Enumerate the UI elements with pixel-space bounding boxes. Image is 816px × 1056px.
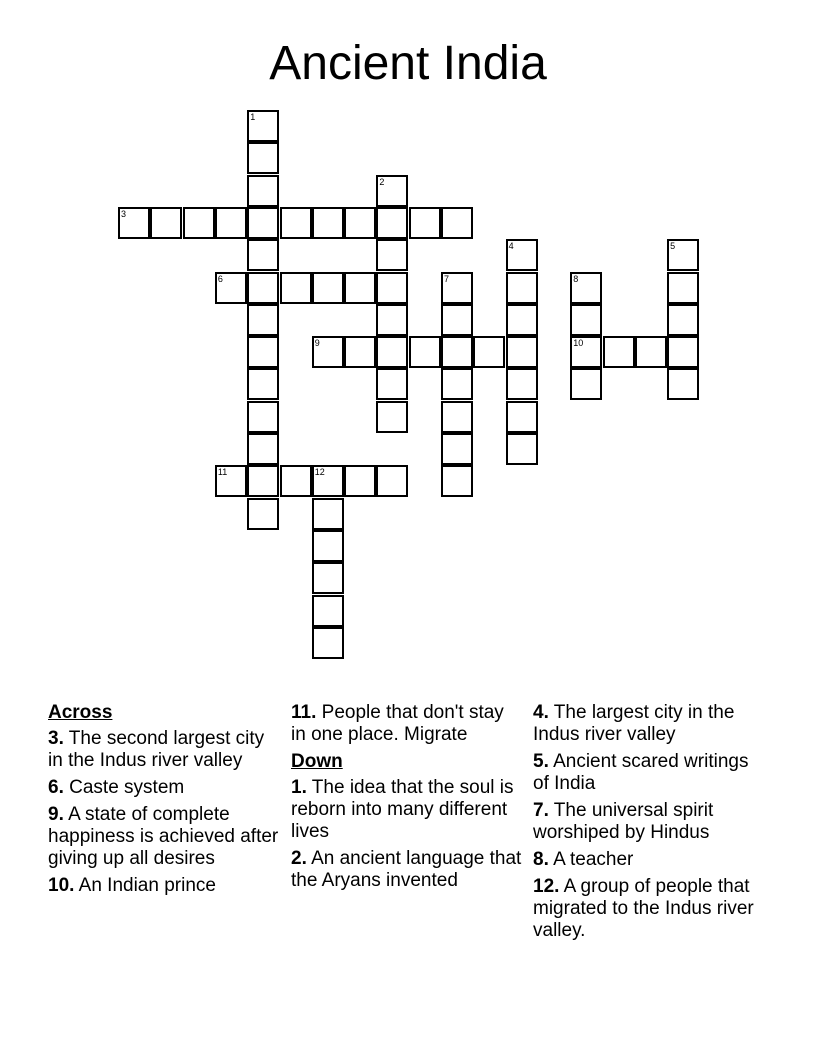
grid-cell[interactable]: [247, 239, 279, 271]
grid-cell[interactable]: [215, 207, 247, 239]
grid-cell[interactable]: [667, 272, 699, 304]
grid-cell[interactable]: [247, 110, 279, 142]
grid-cell[interactable]: [247, 175, 279, 207]
grid-cell[interactable]: [312, 207, 344, 239]
clue-down-12: 12. A group of people that migrated to the Indus river valley.: [533, 876, 754, 941]
grid-cell[interactable]: [280, 465, 312, 497]
grid-cell[interactable]: [441, 207, 473, 239]
grid-cell[interactable]: [344, 336, 376, 368]
grid-cell[interactable]: [635, 336, 667, 368]
cell-number: 9: [314, 338, 320, 349]
grid-cell[interactable]: [344, 465, 376, 497]
grid-cell[interactable]: [441, 336, 473, 368]
cell-number: 10: [573, 338, 584, 349]
down-heading: Down: [291, 751, 343, 772]
grid-cell[interactable]: [667, 239, 699, 271]
cell-number: 5: [670, 241, 676, 252]
grid-cell[interactable]: [247, 207, 279, 239]
grid-cell[interactable]: [376, 239, 408, 271]
grid-cell[interactable]: [409, 207, 441, 239]
grid-cell[interactable]: [570, 368, 602, 400]
grid-cell[interactable]: [215, 465, 247, 497]
grid-cell[interactable]: [215, 272, 247, 304]
grid-cell[interactable]: [312, 627, 344, 659]
clue-down-7: 7. The universal spirit worshiped by Hindus: [533, 800, 714, 843]
grid-cell[interactable]: [280, 272, 312, 304]
grid-cell[interactable]: [506, 336, 538, 368]
puzzle-title: Ancient India: [269, 37, 547, 90]
cell-number: 2: [379, 176, 385, 187]
clues-column-1: [48, 702, 280, 902]
grid-cell[interactable]: [312, 498, 344, 530]
grid-cell[interactable]: [376, 465, 408, 497]
cell-number: 3: [121, 208, 127, 219]
clue-down-1: 1. The idea that the soul is reborn into many different lives: [291, 777, 514, 842]
grid-cell[interactable]: [344, 207, 376, 239]
clue-down-8: 8. A teacher: [533, 849, 634, 870]
grid-cell[interactable]: [409, 336, 441, 368]
grid-cell[interactable]: [312, 595, 344, 627]
grid-cell[interactable]: [312, 272, 344, 304]
grid-cell[interactable]: [376, 401, 408, 433]
grid-cell[interactable]: [441, 368, 473, 400]
cell-number: 8: [573, 273, 579, 284]
clue-across-10: 10. An Indian prince: [48, 875, 216, 896]
grid-cell[interactable]: [183, 207, 215, 239]
cell-number: 1: [250, 112, 256, 122]
grid-cell[interactable]: [247, 433, 279, 465]
cell-number: 7: [444, 273, 450, 284]
grid-cell[interactable]: [667, 368, 699, 400]
grid-cell[interactable]: [506, 433, 538, 465]
clue-across-3: 3. The second largest city in the Indus river valley: [48, 728, 265, 771]
grid-cell[interactable]: [247, 336, 279, 368]
grid-cell[interactable]: [441, 401, 473, 433]
clues-column-2: [291, 702, 523, 897]
grid-cell[interactable]: [247, 368, 279, 400]
grid-cell[interactable]: [441, 433, 473, 465]
grid-cell[interactable]: [376, 304, 408, 336]
grid-cell[interactable]: [280, 207, 312, 239]
grid-cell[interactable]: [441, 304, 473, 336]
clue-across-11: 11. People that don't stay in one place. Migrate: [291, 702, 504, 745]
grid-cell[interactable]: [506, 272, 538, 304]
grid-cell[interactable]: [247, 401, 279, 433]
cell-number: 11: [217, 467, 228, 478]
grid-cell[interactable]: [150, 207, 182, 239]
across-heading: Across: [48, 702, 113, 723]
grid-cell[interactable]: [376, 336, 408, 368]
clue-down-4: 4. The largest city in the Indus river valley: [533, 702, 735, 745]
clue-down-2: 2. An ancient language that the Aryans invented: [291, 848, 522, 891]
grid-cell[interactable]: [344, 272, 376, 304]
grid-cell[interactable]: [473, 336, 505, 368]
grid-cell[interactable]: [118, 207, 150, 239]
grid-cell[interactable]: [667, 304, 699, 336]
grid-cell[interactable]: [570, 336, 602, 368]
grid-cell[interactable]: [667, 336, 699, 368]
grid-cell[interactable]: [247, 272, 279, 304]
grid-cell[interactable]: [441, 272, 473, 304]
clue-down-5: 5. Ancient scared writings of India: [533, 751, 749, 794]
grid-cell[interactable]: [247, 304, 279, 336]
grid-cell[interactable]: [312, 562, 344, 594]
grid-cell[interactable]: [312, 530, 344, 562]
grid-cell[interactable]: [247, 142, 279, 174]
clue-across-6: 6. Caste system: [48, 777, 185, 798]
grid-cell[interactable]: [312, 336, 344, 368]
grid-cell[interactable]: [376, 207, 408, 239]
clues-column-3: [533, 702, 765, 947]
grid-cell[interactable]: [376, 272, 408, 304]
grid-cell[interactable]: [603, 336, 635, 368]
cell-number: 12: [314, 467, 325, 478]
grid-cell[interactable]: [376, 368, 408, 400]
grid-cell[interactable]: [247, 498, 279, 530]
grid-cell[interactable]: [570, 304, 602, 336]
grid-cell[interactable]: [312, 465, 344, 497]
grid-cell[interactable]: [506, 368, 538, 400]
grid-cell[interactable]: [247, 465, 279, 497]
grid-cell[interactable]: [506, 304, 538, 336]
grid-cell[interactable]: [570, 272, 602, 304]
grid-cell[interactable]: [506, 401, 538, 433]
cell-number: 4: [508, 241, 514, 252]
grid-cell[interactable]: [376, 175, 408, 207]
grid-cell[interactable]: [506, 239, 538, 271]
cell-number: 6: [217, 273, 223, 284]
grid-cell[interactable]: [441, 465, 473, 497]
clue-across-9: 9. A state of complete happiness is achieved after giving up all desires: [48, 804, 279, 869]
